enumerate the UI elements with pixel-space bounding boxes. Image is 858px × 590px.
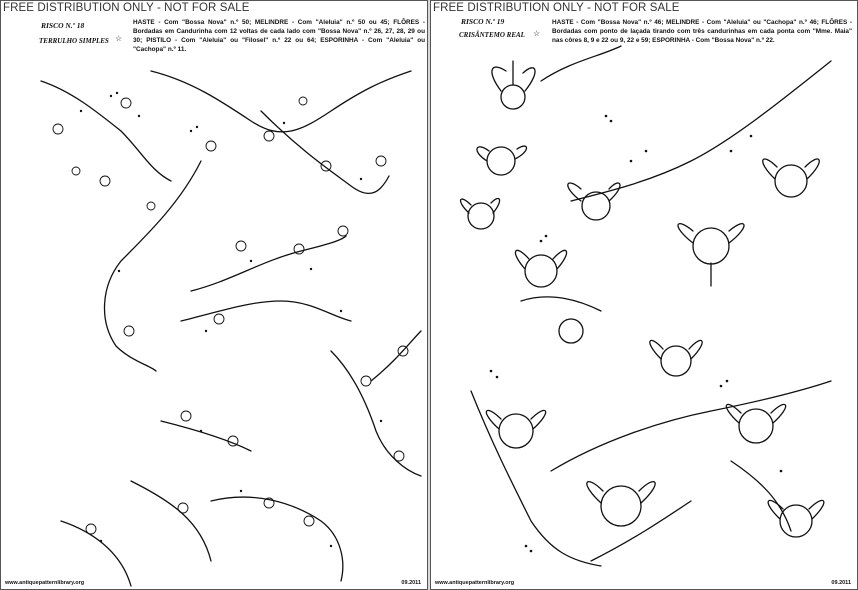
watermark: FREE DISTRIBUTION ONLY - NOT FOR SALE xyxy=(3,2,250,14)
risco-number: RISCO N.º 19 xyxy=(461,17,505,26)
embroidery-pattern-terrulho xyxy=(1,1,428,590)
page-left xyxy=(0,0,428,590)
star-mark: ☆ xyxy=(115,34,123,43)
risco-number: RISCO N.º 18 xyxy=(41,21,85,30)
footer-url: www.antiquepatternlibrary.org xyxy=(435,580,515,586)
watermark: FREE DISTRIBUTION ONLY - NOT FOR SALE xyxy=(433,2,680,14)
star-mark: ☆ xyxy=(533,29,541,38)
footer-date: 09.2011 xyxy=(401,580,421,586)
footer-date: 09.2011 xyxy=(831,580,851,586)
footer-url: www.antiquepatternlibrary.org xyxy=(5,580,85,586)
page-right xyxy=(430,0,858,590)
risco-name: TERRULHO SIMPLES xyxy=(39,37,109,45)
embroidery-pattern-crisantemo xyxy=(431,1,858,590)
risco-name: CRISÂNTEMO REAL xyxy=(459,31,525,39)
description: HASTE - Com "Bossa Nova" n.º 46; MELINDRE - Com "Aleluia" ou "Cachopa" n.º 46; FLÔRES - Bordadas com ponto de laçada tirando com três candurinhas em cada ponta com "Mme. Maia" nas côres 8, 9 e 22 ou 9, 22 e 59; ESPORINHA - Com "Bossa Nova" n.º 22. xyxy=(552,19,852,44)
description: HASTE - Com "Bossa Nova" n.º 50; MELINDRE - Com "Aleluia" n.º 50 ou 45; FLÔRES - Bordadas em Candurinha com 12 voltas de cada lado com "Bossa Nova" n.º 26, 27, 28, 29 ou 30; PISTILO - Com "Aleluia" ou "Filosel" n.º 22 ou 64; ESPORINHA - Com "Aleluia" ou "Cachopa" n.º 11. xyxy=(133,19,425,53)
